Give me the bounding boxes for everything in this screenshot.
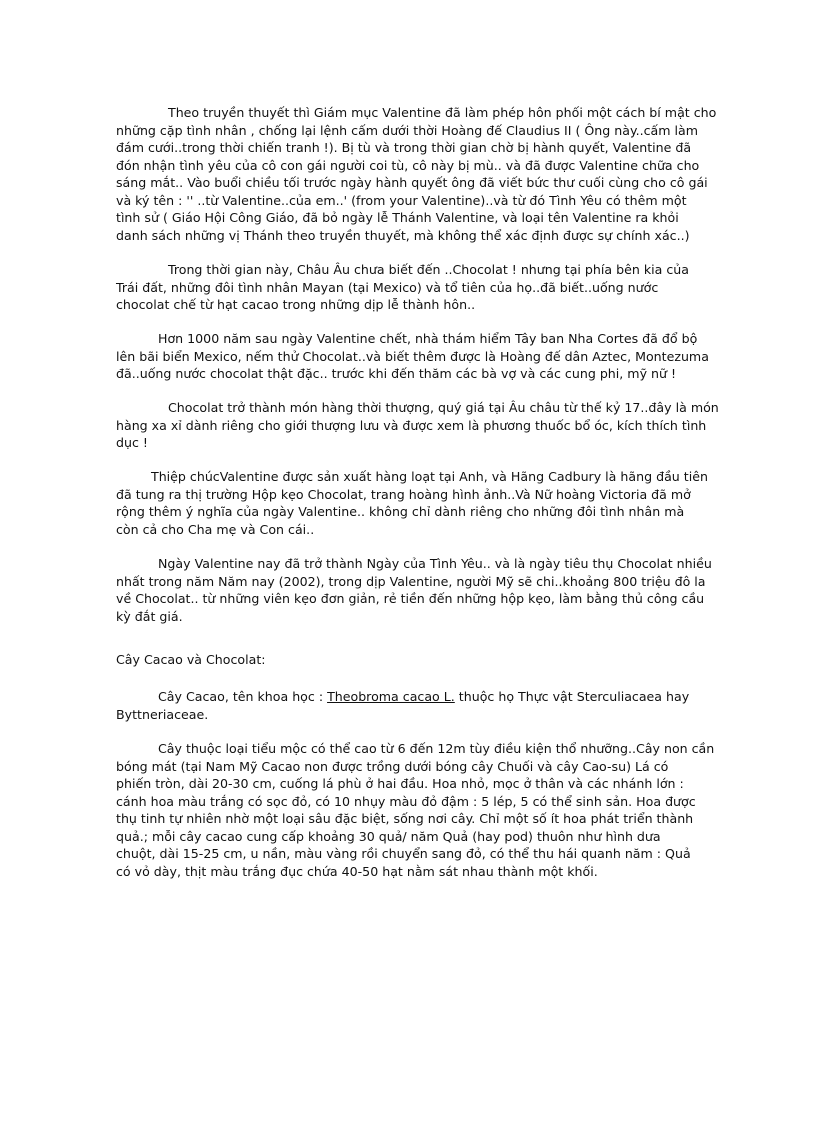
- text-line: chuột, dài 15-25 cm, u nần, màu vàng rồi chuyển sang đỏ, có thể thu hái quanh năm : Quả: [116, 846, 691, 861]
- text-line: Cây thuộc loại tiểu mộc có thể cao từ 6 đến 12m tùy điều kiện thổ nhưỡng..Cây non cần: [158, 741, 715, 756]
- paragraph-cacao-description: [116, 740, 716, 880]
- text-fragment: thuộc họ Thực vật Sterculiacaea hay: [454, 689, 690, 704]
- text-line: Ngày Valentine nay đã trở thành Ngày của Tình Yêu.. và là ngày tiêu thụ Chocolat nhiều: [158, 556, 712, 571]
- text-line: rộng thêm ý nghĩa của ngày Valentine.. không chỉ dành riêng cho những đôi tình nhân mà: [116, 504, 685, 519]
- text-fragment: Cây Cacao, tên khoa học :: [158, 689, 328, 704]
- text-line: Trong thời gian này, Châu Âu chưa biết đến ..Chocolat ! nhưng tại phía bên kia của: [168, 262, 689, 277]
- scientific-name: Theobroma cacao L.: [327, 689, 455, 704]
- paragraph-valentine-legend: [116, 104, 716, 244]
- text-line: có vỏ dày, thịt màu trắng đục chứa 40-50 hạt nằm sát nhau thành một khối.: [116, 863, 598, 879]
- text-line: Chocolat trở thành món hàng thời thượng, quý giá tại Âu châu từ thế kỷ 17..đây là món: [168, 400, 719, 415]
- text-line: và ký tên : '' ..từ Valentine..của em..' (from your Valentine)..và từ đó Tình Yêu có thêm một: [116, 192, 687, 208]
- text-line: dục !: [116, 435, 148, 450]
- text-line: đã tung ra thị trường Hộp kẹo Chocolat, trang hoàng hình ảnh..Và Nữ hoàng Victoria đã mở: [116, 486, 691, 502]
- paragraph-cortes: [116, 330, 716, 383]
- text-line: còn cả cho Cha mẹ và Con cái..: [116, 521, 315, 537]
- text-line: Byttneriaceae.: [116, 706, 209, 722]
- text-line: [116, 688, 716, 706]
- text-line: tình sử ( Giáo Hội Công Giáo, đã bỏ ngày lễ Thánh Valentine, và loại tên Valentine ra khỏi: [116, 210, 679, 225]
- text-line: chocolat chế từ hạt cacao trong những dịp lễ thành hôn..: [116, 297, 476, 312]
- paragraph-valentine-cards: [116, 468, 716, 538]
- text-line: Hơn 1000 năm sau ngày Valentine chết, nhà thám hiểm Tây ban Nha Cortes đã đổ bộ: [158, 331, 698, 346]
- text-line: quả.; mỗi cây cacao cung cấp khoảng 30 quả/ năm Quả (hay pod) thuôn như hình dưa: [116, 828, 661, 844]
- text-line: thụ tinh tự nhiên nhờ một loại sâu đặc biệt, sống nơi cây. Chỉ một số ít hoa phát triển thành: [116, 811, 694, 826]
- text-line: Trái đất, những đôi tình nhân Mayan (tại Mexico) và tổ tiên của họ..đã biết..uống nước: [116, 279, 659, 295]
- text-line: những cặp tình nhân , chống lại lệnh cấm dưới thời Hoàng đế Claudius II ( Ông này..cấm làm: [116, 122, 699, 138]
- text-line: về Chocolat.. từ những viên kẹo đơn giản, rẻ tiền đến những hộp kẹo, làm bằng thủ công cầu: [116, 591, 705, 606]
- text-line: cánh hoa màu trắng có sọc đỏ, có 10 nhụy màu đỏ đậm : 5 lép, 5 có thể sinh sản. Hoa được: [116, 793, 696, 809]
- paragraph-europe-17th-century: [116, 399, 719, 452]
- text-line: bóng mát (tại Nam Mỹ Cacao non được trồng dưới bóng cây Chuối và cây Cao-su) Lá có: [116, 758, 669, 774]
- text-line: Theo truyền thuyết thì Giám mục Valentine đã làm phép hôn phối một cách bí mật cho: [168, 105, 717, 120]
- text-line: đón nhận tình yêu của cô con gái người coi tù, cô này bị mù.. và đã được Valentine chữa cho: [116, 157, 700, 173]
- text-line: lên bãi biển Mexico, nếm thử Chocolat..và biết thêm được là Hoàng đế dân Aztec, Montezuma: [116, 348, 709, 364]
- text-line: đám cưới..trong thời chiến tranh !). Bị tù và trong thời gian chờ bị hành quyết, Valentine đã: [116, 140, 692, 155]
- text-line: nhất trong năm Năm nay (2002), trong dịp Valentine, người Mỹ sẽ chi..khoảng 800 triệu đô la: [116, 573, 706, 589]
- text-line: sáng mắt.. Vào buổi chiều tối trước ngày hành quyết ông đã viết bức thư cuối cùng cho cô gái: [116, 175, 708, 190]
- paragraph-cacao-taxonomy: [116, 688, 716, 723]
- text-line: Thiệp chúcValentine được sản xuất hàng loạt tại Anh, và Hãng Cadbury là hãng đầu tiên: [151, 469, 708, 484]
- text-line: kỳ đắt giá.: [116, 608, 183, 624]
- text-line: đã..uống nước chocolat thật đặc.. trước khi đến thăm các bà vợ và các cung phi, mỹ nữ !: [116, 366, 677, 381]
- section-heading: Cây Cacao và Chocolat:: [116, 652, 266, 667]
- text-line: phiến tròn, dài 20-30 cm, cuống lá phù ở hai đầu. Hoa nhỏ, mọc ở thân và các nhánh lớn :: [116, 776, 684, 791]
- text-line: hàng xa xỉ dành riêng cho giới thượng lưu và được xem là phương thuốc bổ óc, kích thích tình: [116, 417, 707, 433]
- paragraph-mayan-chocolat: [116, 261, 716, 314]
- paragraph-valentine-today: [116, 555, 716, 625]
- text-line: danh sách những vị Thánh theo truyền thuyết, mà không thể xác định được sự chính xác..): [116, 227, 690, 243]
